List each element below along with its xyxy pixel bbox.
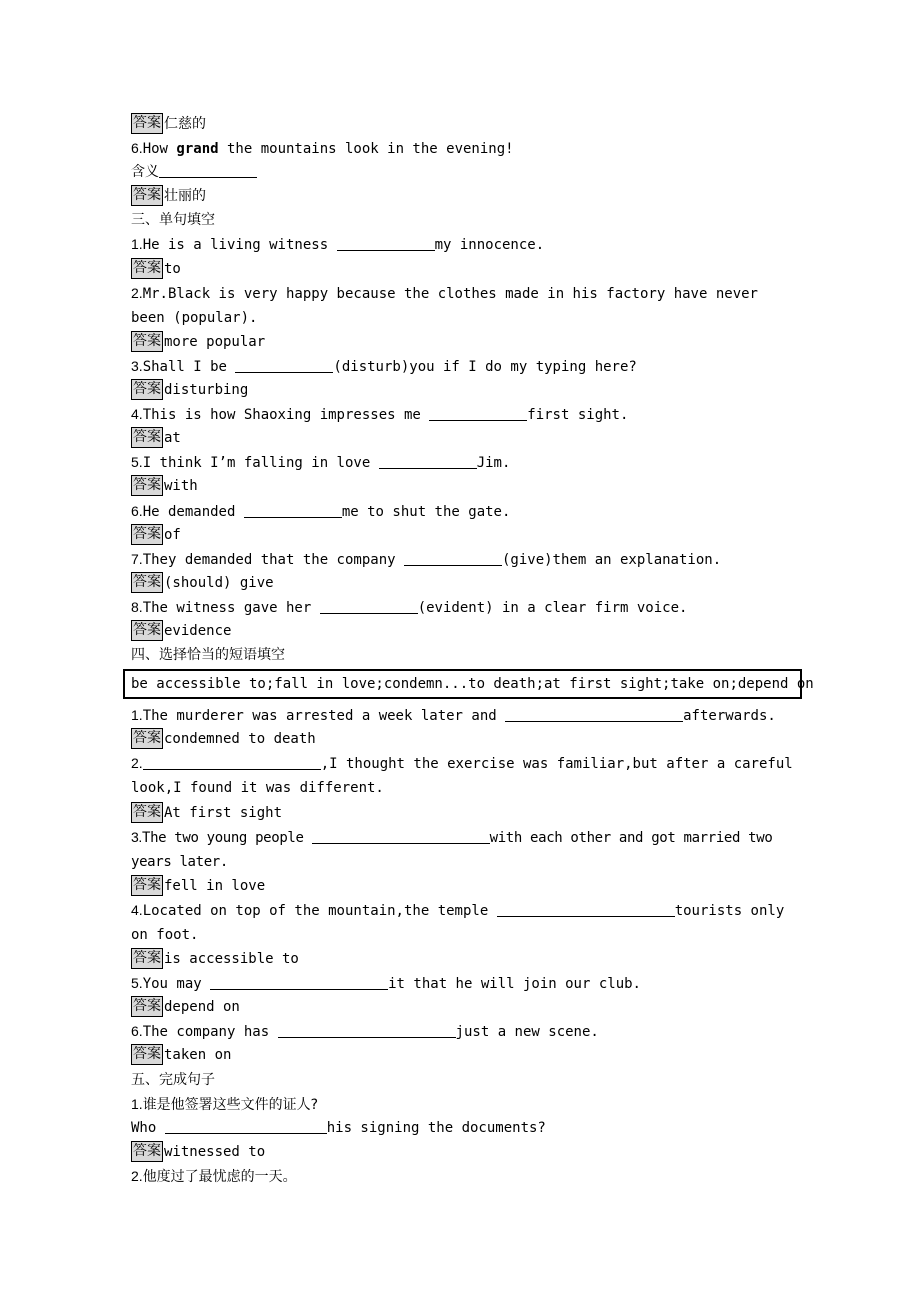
s5-question-2-cn: 2.他度过了最忧虑的一天。 xyxy=(131,1167,297,1185)
answer-tag: 答案 xyxy=(131,728,163,749)
answer-blank[interactable] xyxy=(143,754,321,770)
answer-blank[interactable] xyxy=(159,162,257,178)
s5-question-1-en: Who his signing the documents? xyxy=(131,1119,546,1136)
answer-line: 答案 of xyxy=(133,525,181,543)
answer-blank[interactable] xyxy=(210,974,388,990)
answer-line: 答案 disturbing xyxy=(133,381,249,399)
answer-tag: 答案 xyxy=(131,1044,163,1065)
answer-line xyxy=(131,112,796,136)
answer-tag: 答案 xyxy=(131,185,163,206)
answer-blank[interactable] xyxy=(320,598,418,614)
answer-blank[interactable] xyxy=(497,901,675,917)
s3-question-3: 3.Shall I be (disturb)you if I do my typing here? xyxy=(131,357,637,375)
s3-question-8: 8.The witness gave her (evident) in a clear firm voice. xyxy=(131,598,688,616)
s4-question-5: 5.You may it that he will join our club. xyxy=(131,975,641,993)
answer-blank[interactable] xyxy=(429,405,527,421)
answer-tag: 答案 xyxy=(131,620,163,641)
answer-tag: 答案 xyxy=(131,875,163,896)
answer-blank[interactable] xyxy=(278,1022,456,1038)
document-page xyxy=(131,112,814,1188)
answer-line: 答案 (should) give xyxy=(133,573,274,591)
answer-blank[interactable] xyxy=(165,1118,327,1134)
answer-blank[interactable] xyxy=(505,706,683,722)
s4-question-3: 3.The two young people with each other and got married two years later. xyxy=(131,828,773,870)
s3-question-5: 5.I think I’m falling in love Jim. xyxy=(131,454,511,472)
answer-line: 答案 fell in love xyxy=(133,876,266,894)
answer-tag: 答案 xyxy=(131,948,163,969)
s3-question-7: 7.They demanded that the company (give)them an explanation. xyxy=(131,550,722,568)
s4-question-1: 1.The murderer was arrested a week later and afterwards. xyxy=(131,707,776,725)
answer-line: 答案 depend on xyxy=(133,998,240,1016)
answer-tag: 答案 xyxy=(131,1141,163,1162)
s4-question-2: 2. ,I thought the exercise was familiar,but after a careful look,I found it was different. xyxy=(131,755,793,797)
answer-tag: 答案 xyxy=(131,113,163,134)
answer-blank[interactable] xyxy=(337,235,435,251)
answer-tag: 答案 xyxy=(131,572,163,593)
answer-blank[interactable] xyxy=(235,357,333,373)
answer-line: 答案 evidence xyxy=(133,621,232,639)
section-title: 四、选择恰当的短语填空 xyxy=(131,647,285,664)
question-6: 6.How grand the mountains look in the evening! xyxy=(131,140,514,158)
s5-question-1-cn: 1.谁是他签署这些文件的证人? xyxy=(131,1095,319,1113)
answer-blank[interactable] xyxy=(312,828,490,844)
s3-question-4: 4.This is how Shaoxing impresses me first sight. xyxy=(131,406,629,424)
section-title: 三、单句填空 xyxy=(131,212,215,229)
s3-question-2: 2.Mr.Black is very happy because the clothes made in his factory have never been (popular). xyxy=(131,284,758,326)
answer-line: 答案 At first sight xyxy=(133,803,283,821)
section-title: 五、完成句子 xyxy=(131,1071,215,1088)
answer-tag: 答案 xyxy=(131,379,163,400)
answer-tag: 答案 xyxy=(131,802,163,823)
answer-tag: 答案 xyxy=(131,996,163,1017)
answer-tag: 答案 xyxy=(131,331,163,352)
answer-line: 答案 witnessed to xyxy=(133,1142,266,1160)
s4-question-4: 4.Located on top of the mountain,the temple tourists only on foot. xyxy=(131,901,785,943)
answer-line: 答案 at xyxy=(133,429,181,447)
answer-tag: 答案 xyxy=(131,524,163,545)
answer-tag: 答案 xyxy=(131,427,163,448)
answer-tag: 答案 xyxy=(131,475,163,496)
answer-line: 答案 is accessible to xyxy=(133,950,299,968)
answer-line: 答案 taken on xyxy=(133,1046,232,1064)
answer-blank[interactable] xyxy=(379,453,477,469)
answer-text: 仁慈的 xyxy=(164,116,206,132)
answer-blank[interactable] xyxy=(244,502,342,518)
s3-question-6: 6.He demanded me to shut the gate. xyxy=(131,502,511,520)
s3-question-1: 1.He is a living witness my innocence. xyxy=(131,236,545,254)
s4-question-6: 6.The company has just a new scene. xyxy=(131,1023,599,1041)
answer-line: 答案 condemned to death xyxy=(133,730,316,748)
answer-line: 答案 with xyxy=(133,477,198,495)
answer-line: 答案 more popular xyxy=(133,332,266,350)
bold-word: grand xyxy=(176,141,219,158)
answer-tag: 答案 xyxy=(131,258,163,279)
answer-line: 答案 壮丽的 xyxy=(133,187,206,205)
phrase-box: be accessible to;fall in love;condemn...to death;at first sight;take on;depend on xyxy=(123,669,802,699)
meaning-line: 含义 xyxy=(131,160,796,184)
answer-blank[interactable] xyxy=(404,550,502,566)
answer-line: 答案 to xyxy=(133,259,181,277)
